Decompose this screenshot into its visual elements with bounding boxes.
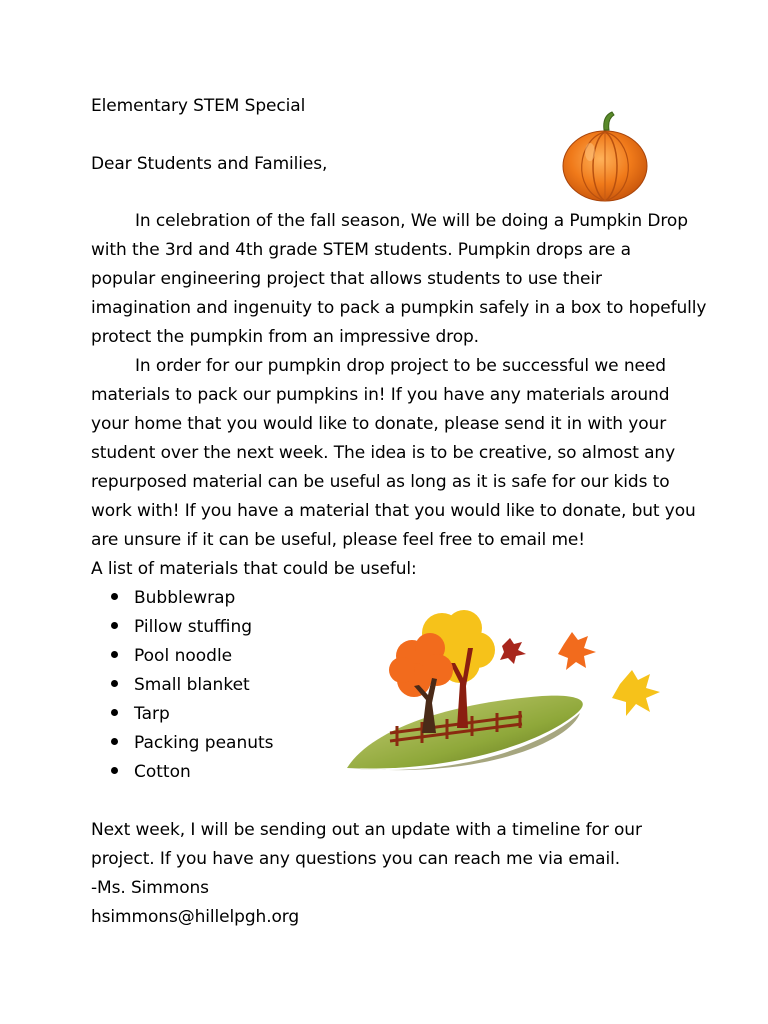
paragraph-1-line-5: protect the pumpkin from an impressive drop. bbox=[91, 327, 479, 347]
list-item bbox=[111, 700, 170, 729]
paragraph-2-line-2: materials to pack our pumpkins in! If you have any materials around bbox=[91, 385, 670, 405]
autumn-trees-illustration bbox=[342, 608, 682, 780]
list-item-label: Bubblewrap bbox=[134, 588, 236, 608]
paragraph-2-line-1: In order for our pumpkin drop project to be successful we need bbox=[135, 356, 666, 376]
list-item bbox=[111, 671, 250, 700]
pumpkin-icon bbox=[560, 110, 650, 204]
paragraph-1-line-2: with the 3rd and 4th grade STEM students. Pumpkin drops are a bbox=[91, 240, 631, 260]
list-item bbox=[111, 729, 274, 758]
bullet-icon bbox=[111, 622, 118, 629]
paragraph-2-line-6: work with! If you have a material that you would like to donate, but you bbox=[91, 501, 696, 521]
list-item bbox=[111, 584, 235, 613]
list-item-label: Pillow stuffing bbox=[134, 617, 253, 637]
closing-line-2: project. If you have any questions you can reach me via email. bbox=[91, 849, 621, 869]
paragraph-1-line-4: imagination and ingenuity to pack a pumpkin safely in a box to hopefully bbox=[91, 298, 707, 318]
bullet-icon bbox=[111, 767, 118, 774]
document-header: Elementary STEM Special bbox=[91, 96, 306, 116]
list-item-label: Packing peanuts bbox=[134, 733, 274, 753]
bullet-icon bbox=[111, 738, 118, 745]
paragraph-2-line-4: student over the next week. The idea is to be creative, so almost any bbox=[91, 443, 676, 463]
closing-line-1: Next week, I will be sending out an update with a timeline for our bbox=[91, 820, 642, 840]
paragraph-2-line-7: are unsure if it can be useful, please feel free to email me! bbox=[91, 530, 585, 550]
list-intro: A list of materials that could be useful: bbox=[91, 559, 417, 579]
list-item-label: Cotton bbox=[134, 762, 191, 782]
list-item-label: Tarp bbox=[134, 704, 170, 724]
greeting: Dear Students and Families, bbox=[91, 154, 328, 174]
email-address: hsimmons@hillelpgh.org bbox=[91, 907, 300, 927]
bullet-icon bbox=[111, 651, 118, 658]
paragraph-1-line-3: popular engineering project that allows students to use their bbox=[91, 269, 602, 289]
bullet-icon bbox=[111, 709, 118, 716]
list-item bbox=[111, 613, 252, 642]
bullet-icon bbox=[111, 680, 118, 687]
bullet-icon bbox=[111, 593, 118, 600]
list-item-label: Pool noodle bbox=[134, 646, 233, 666]
signature: -Ms. Simmons bbox=[91, 878, 209, 898]
paragraph-2-line-3: your home that you would like to donate, please send it in with your bbox=[91, 414, 667, 434]
paragraph-2-line-5: repurposed material can be useful as long as it is safe for our kids to bbox=[91, 472, 670, 492]
list-item bbox=[111, 758, 191, 787]
list-item-label: Small blanket bbox=[134, 675, 250, 695]
paragraph-1-line-1: In celebration of the fall season, We will be doing a Pumpkin Drop bbox=[135, 211, 688, 231]
list-item bbox=[111, 642, 232, 671]
